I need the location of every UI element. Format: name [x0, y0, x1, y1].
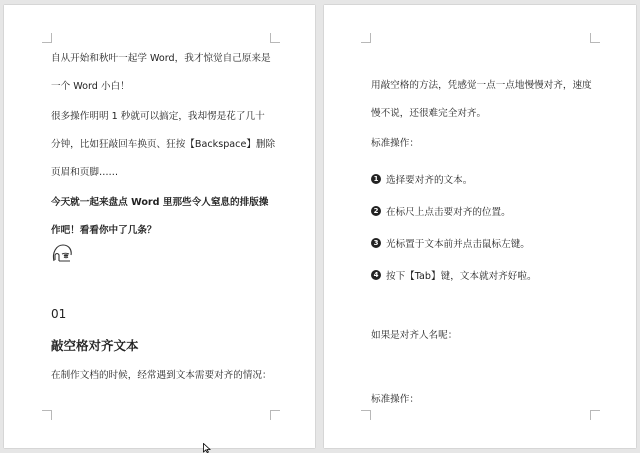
step-item-4[interactable]	[371, 270, 537, 284]
mouse-pointer-icon	[203, 443, 212, 453]
text-line: 很多操作明明 1 秒就可以搞定，我却愣是花了几十	[51, 111, 265, 122]
margin-corner-mark	[42, 33, 52, 43]
text-line: 作吧！看看你中了几条？	[51, 225, 157, 236]
text-line: 标准操作：	[371, 394, 419, 405]
question-paragraph[interactable]	[371, 322, 457, 350]
step-item-1[interactable]	[371, 174, 472, 188]
section-number[interactable]: 01	[51, 307, 67, 321]
text-line: 如果是对齐人名呢：	[371, 330, 458, 341]
step-text: 选择要对齐的文本。	[386, 175, 473, 186]
margin-corner-mark	[590, 33, 600, 43]
text-line: 自从开始和秋叶一起学 Word，我才惊觉自己原来是	[51, 53, 271, 64]
section-title[interactable]: 敲空格对齐文本	[51, 338, 139, 353]
margin-corner-mark	[361, 33, 371, 43]
margin-corner-mark	[270, 33, 280, 43]
margin-corner-mark	[270, 410, 280, 420]
facepalm-emoji-icon	[50, 241, 74, 265]
margin-corner-mark	[42, 410, 52, 420]
text-line: 在制作文档的时候，经常遇到文本需要对齐的情况：	[51, 370, 272, 381]
method-paragraph[interactable]	[371, 72, 592, 128]
intro-paragraph[interactable]	[51, 45, 271, 101]
step-text: 按下【Tab】键，文本就对齐好啦。	[386, 271, 537, 282]
steps-heading-2[interactable]	[371, 386, 419, 414]
steps-heading[interactable]	[371, 130, 419, 158]
step-text: 在标尺上点击要对齐的位置。	[386, 207, 511, 218]
text-line: 分钟，比如狂敲回车换页、狂按【Backspace】删除	[51, 139, 276, 150]
step-item-3[interactable]	[371, 238, 530, 252]
document-page-right[interactable]	[324, 5, 636, 448]
document-page-left[interactable]	[4, 5, 315, 448]
step-number-badge: 2	[371, 206, 381, 216]
text-line: 标准操作：	[371, 138, 419, 149]
step-text: 光标置于文本前并点击鼠标左键。	[386, 239, 530, 250]
text-line: 一个 Word 小白！	[51, 81, 130, 92]
text-line: 用敲空格的方法，凭感觉一点一点地慢慢对齐，速度	[371, 80, 592, 91]
step-item-2[interactable]	[371, 206, 511, 220]
problem-paragraph[interactable]	[51, 103, 275, 187]
step-number-badge: 3	[371, 238, 381, 248]
text-line: 慢不说，还很难完全对齐。	[371, 108, 487, 119]
margin-corner-mark	[361, 410, 371, 420]
text-line: 页眉和页脚……	[51, 167, 119, 178]
step-number-badge: 1	[371, 174, 381, 184]
step-number-badge: 4	[371, 270, 381, 280]
teaser-paragraph[interactable]	[51, 189, 268, 245]
margin-corner-mark	[590, 410, 600, 420]
section-intro-paragraph[interactable]	[51, 362, 272, 390]
text-line: 今天就一起来盘点 Word 里那些令人窒息的排版操	[51, 197, 269, 208]
